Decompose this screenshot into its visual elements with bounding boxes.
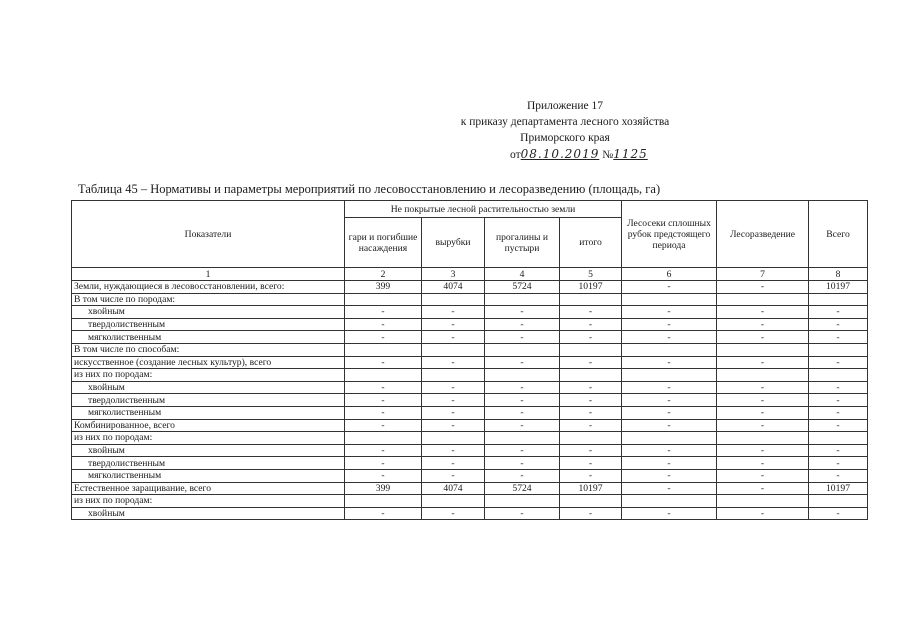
- cell-value: -: [345, 318, 422, 331]
- cell-value: -: [485, 381, 560, 394]
- cell-value: -: [717, 356, 809, 369]
- cell-value: -: [560, 457, 622, 470]
- table-row: [72, 444, 868, 457]
- cell-value: [345, 495, 422, 508]
- table-row: [72, 469, 868, 482]
- cell-value: -: [345, 331, 422, 344]
- column-number: 5: [560, 268, 622, 281]
- cell-value: -: [345, 406, 422, 419]
- column-number: 3: [422, 268, 485, 281]
- cell-value: 4074: [422, 482, 485, 495]
- row-label: из них по породам:: [72, 495, 345, 508]
- table-row: [72, 343, 868, 356]
- cell-value: -: [809, 306, 868, 319]
- cell-value: -: [809, 419, 868, 432]
- cell-value: -: [485, 306, 560, 319]
- table-row: [72, 507, 868, 520]
- cell-value: -: [422, 469, 485, 482]
- column-number: 1: [72, 268, 345, 281]
- cell-value: [809, 293, 868, 306]
- row-label: искусственное (создание лесных культур), всего: [72, 356, 345, 369]
- cell-value: -: [422, 318, 485, 331]
- reforestation-table: [71, 200, 868, 520]
- appendix-order-line: к приказу департамента лесного хозяйства: [460, 116, 670, 128]
- column-number: 8: [809, 268, 868, 281]
- cell-value: [622, 495, 717, 508]
- table-row: [72, 356, 868, 369]
- table-body: [72, 281, 868, 520]
- row-label: хвойным: [72, 306, 345, 319]
- cell-value: -: [717, 457, 809, 470]
- cell-value: [560, 432, 622, 445]
- cell-value: -: [622, 406, 717, 419]
- cell-value: [560, 495, 622, 508]
- cell-value: [560, 293, 622, 306]
- table-row: [72, 394, 868, 407]
- cell-value: -: [345, 444, 422, 457]
- order-date-number: [510, 147, 648, 161]
- cell-value: [560, 343, 622, 356]
- cell-value: -: [485, 406, 560, 419]
- header-burned: гари и погибшие насаждения: [345, 218, 422, 268]
- cell-value: -: [809, 356, 868, 369]
- cell-value: -: [345, 469, 422, 482]
- cell-value: -: [622, 318, 717, 331]
- cell-value: -: [422, 394, 485, 407]
- table-caption: Таблица 45 – Нормативы и параметры мероприятий по лесовосстановлению и лесоразведению (площадь, га): [78, 182, 661, 196]
- row-label: В том числе по породам:: [72, 293, 345, 306]
- cell-value: [345, 432, 422, 445]
- cell-value: -: [345, 507, 422, 520]
- cell-value: -: [560, 406, 622, 419]
- cell-value: -: [717, 331, 809, 344]
- cell-value: -: [485, 507, 560, 520]
- cell-value: -: [422, 381, 485, 394]
- row-label: В том числе по способам:: [72, 343, 345, 356]
- table-row: [72, 331, 868, 344]
- cell-value: [809, 369, 868, 382]
- cell-value: -: [622, 306, 717, 319]
- table-row: [72, 495, 868, 508]
- cell-value: -: [717, 394, 809, 407]
- cell-value: -: [422, 406, 485, 419]
- cell-value: 399: [345, 281, 422, 294]
- cell-value: 5724: [485, 482, 560, 495]
- cell-value: 10197: [809, 482, 868, 495]
- cell-value: -: [345, 306, 422, 319]
- table-row: [72, 293, 868, 306]
- table-row: [72, 432, 868, 445]
- row-label: мягколиственным: [72, 469, 345, 482]
- cell-value: [485, 495, 560, 508]
- row-label: хвойным: [72, 381, 345, 394]
- handwritten-number: 1125: [613, 147, 648, 161]
- cell-value: -: [809, 394, 868, 407]
- cell-value: [717, 343, 809, 356]
- cell-value: -: [560, 469, 622, 482]
- header-afforestation: Лесоразведение: [717, 201, 809, 268]
- column-number: 6: [622, 268, 717, 281]
- cell-value: -: [809, 318, 868, 331]
- cell-value: -: [717, 406, 809, 419]
- handwritten-date: 08.10.2019: [520, 147, 600, 161]
- table-row: [72, 318, 868, 331]
- cell-value: -: [485, 444, 560, 457]
- cell-value: -: [622, 419, 717, 432]
- cell-value: [717, 369, 809, 382]
- cell-value: -: [809, 406, 868, 419]
- cell-value: [560, 369, 622, 382]
- table-row: [72, 482, 868, 495]
- header-glades: прогалины и пустыри: [485, 218, 560, 268]
- cell-value: -: [560, 318, 622, 331]
- header-indicator: Показатели: [72, 201, 345, 268]
- cell-value: -: [422, 444, 485, 457]
- cell-value: -: [422, 306, 485, 319]
- table-row: [72, 419, 868, 432]
- header-total: Всего: [809, 201, 868, 268]
- cell-value: -: [422, 419, 485, 432]
- row-label: хвойным: [72, 444, 345, 457]
- column-number: 2: [345, 268, 422, 281]
- table-row: [72, 381, 868, 394]
- cell-value: -: [717, 482, 809, 495]
- cell-value: [485, 432, 560, 445]
- cell-value: [422, 432, 485, 445]
- cell-value: [809, 432, 868, 445]
- row-label: Комбинированное, всего: [72, 419, 345, 432]
- cell-value: -: [560, 381, 622, 394]
- header-clearcut: Лесосеки сплошных рубок предстоящего периода: [622, 201, 717, 268]
- row-label: из них по породам:: [72, 432, 345, 445]
- row-label: твердолиственным: [72, 457, 345, 470]
- cell-value: [717, 495, 809, 508]
- header-cuttings: вырубки: [422, 218, 485, 268]
- cell-value: [422, 293, 485, 306]
- cell-value: -: [622, 444, 717, 457]
- cell-value: [485, 293, 560, 306]
- cell-value: -: [560, 306, 622, 319]
- cell-value: -: [345, 356, 422, 369]
- cell-value: [485, 343, 560, 356]
- cell-value: -: [717, 381, 809, 394]
- cell-value: -: [809, 457, 868, 470]
- cell-value: -: [809, 507, 868, 520]
- row-label: твердолиственным: [72, 318, 345, 331]
- cell-value: [422, 343, 485, 356]
- row-label: твердолиственным: [72, 394, 345, 407]
- appendix-header: [400, 98, 730, 146]
- cell-value: -: [717, 318, 809, 331]
- row-label: Земли, нуждающиеся в лесовосстановлении, всего:: [72, 281, 345, 294]
- cell-value: -: [622, 469, 717, 482]
- table-row: [72, 406, 868, 419]
- cell-value: -: [717, 306, 809, 319]
- cell-value: -: [560, 331, 622, 344]
- cell-value: 10197: [560, 281, 622, 294]
- cell-value: -: [717, 419, 809, 432]
- cell-value: -: [717, 281, 809, 294]
- cell-value: 4074: [422, 281, 485, 294]
- cell-value: -: [622, 482, 717, 495]
- cell-value: -: [485, 394, 560, 407]
- cell-value: -: [717, 469, 809, 482]
- cell-value: -: [485, 457, 560, 470]
- cell-value: -: [560, 507, 622, 520]
- cell-value: -: [345, 419, 422, 432]
- cell-value: 10197: [809, 281, 868, 294]
- cell-value: -: [560, 394, 622, 407]
- row-label: мягколиственным: [72, 331, 345, 344]
- cell-value: 399: [345, 482, 422, 495]
- cell-value: -: [422, 356, 485, 369]
- cell-value: -: [622, 507, 717, 520]
- cell-value: -: [622, 394, 717, 407]
- cell-value: -: [485, 419, 560, 432]
- cell-value: [422, 495, 485, 508]
- header-unforested-group: Не покрытые лесной растительностью земли: [345, 201, 622, 218]
- cell-value: -: [485, 356, 560, 369]
- cell-value: -: [345, 457, 422, 470]
- cell-value: -: [422, 457, 485, 470]
- cell-value: [622, 432, 717, 445]
- header-subtotal: итого: [560, 218, 622, 268]
- cell-value: -: [560, 419, 622, 432]
- cell-value: [622, 293, 717, 306]
- cell-value: [622, 369, 717, 382]
- cell-value: -: [560, 444, 622, 457]
- cell-value: [809, 343, 868, 356]
- cell-value: -: [485, 469, 560, 482]
- cell-value: -: [809, 381, 868, 394]
- cell-value: [622, 343, 717, 356]
- cell-value: -: [560, 356, 622, 369]
- table-row: [72, 281, 868, 294]
- cell-value: -: [809, 444, 868, 457]
- cell-value: [345, 343, 422, 356]
- cell-value: [717, 293, 809, 306]
- column-number: 7: [717, 268, 809, 281]
- cell-value: -: [345, 381, 422, 394]
- cell-value: -: [485, 318, 560, 331]
- from-prefix: от: [510, 149, 521, 161]
- appendix-region-line: Приморского края: [520, 132, 610, 144]
- row-label: Естественное заращивание, всего: [72, 482, 345, 495]
- cell-value: -: [485, 331, 560, 344]
- cell-value: -: [809, 331, 868, 344]
- cell-value: -: [809, 469, 868, 482]
- cell-value: 10197: [560, 482, 622, 495]
- table-row: [72, 457, 868, 470]
- column-number-row: [72, 268, 868, 281]
- cell-value: -: [345, 394, 422, 407]
- cell-value: 5724: [485, 281, 560, 294]
- cell-value: [345, 293, 422, 306]
- row-label: хвойным: [72, 507, 345, 520]
- column-number: 4: [485, 268, 560, 281]
- cell-value: -: [622, 356, 717, 369]
- cell-value: -: [622, 281, 717, 294]
- cell-value: -: [622, 331, 717, 344]
- number-prefix: №: [602, 149, 614, 161]
- cell-value: -: [422, 331, 485, 344]
- row-label: из них по породам:: [72, 369, 345, 382]
- appendix-title: Приложение 17: [526, 100, 604, 112]
- cell-value: [809, 495, 868, 508]
- cell-value: [422, 369, 485, 382]
- cell-value: [717, 432, 809, 445]
- table-row: [72, 306, 868, 319]
- cell-value: -: [622, 381, 717, 394]
- cell-value: [485, 369, 560, 382]
- row-label: мягколиственным: [72, 406, 345, 419]
- table-row: [72, 369, 868, 382]
- cell-value: -: [717, 507, 809, 520]
- cell-value: -: [622, 457, 717, 470]
- cell-value: [345, 369, 422, 382]
- cell-value: -: [422, 507, 485, 520]
- cell-value: -: [717, 444, 809, 457]
